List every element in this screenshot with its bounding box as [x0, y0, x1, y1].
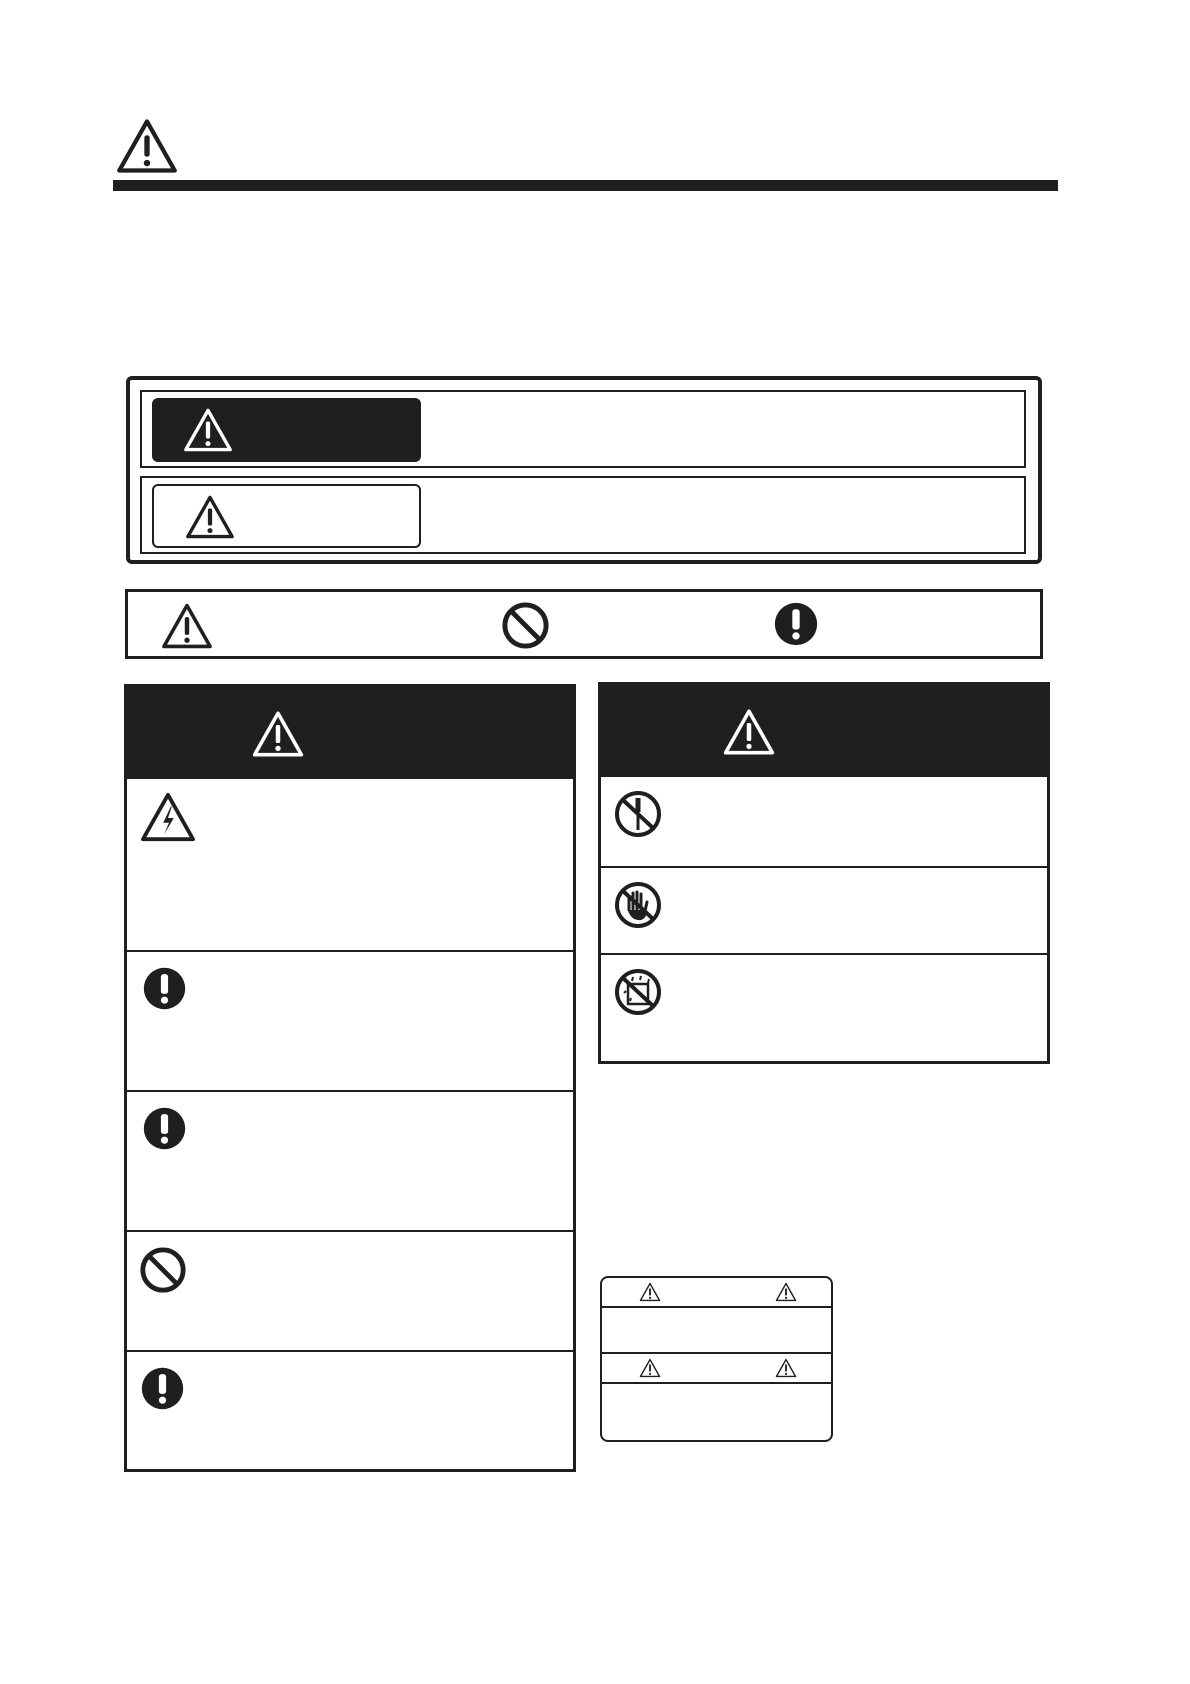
no-wet-hands-icon — [613, 967, 663, 1017]
no-touch-icon — [613, 880, 663, 930]
no-disassembly-icon — [613, 789, 663, 839]
mandatory-action-icon — [140, 1366, 185, 1411]
warning-panel-header — [127, 687, 573, 779]
symbols-legend — [125, 589, 1043, 659]
warning-triangle-icon — [775, 1282, 797, 1302]
warning-triangle-icon — [775, 1358, 797, 1378]
warning-triangle-icon — [639, 1282, 661, 1302]
warning-triangle-icon — [184, 494, 236, 540]
warning-triangle-icon — [115, 117, 179, 175]
legend-row-warning — [140, 390, 1026, 468]
mandatory-action-icon — [142, 1106, 187, 1151]
mandatory-action-icon — [142, 966, 187, 1011]
warning-panel — [124, 684, 576, 1472]
label-divider — [602, 1382, 831, 1384]
label-divider — [602, 1306, 831, 1308]
warning-triangle-icon — [251, 709, 305, 759]
warning-triangle-icon — [639, 1358, 661, 1378]
list-item — [601, 777, 1047, 866]
list-item — [127, 1230, 573, 1350]
legend-row-caution — [140, 476, 1026, 554]
label-divider — [602, 1352, 831, 1354]
warning-triangle-icon — [160, 602, 214, 650]
list-item — [127, 1090, 573, 1230]
list-item — [127, 950, 573, 1090]
warning-triangle-icon — [182, 407, 234, 453]
caution-panel-header — [601, 685, 1047, 777]
header-rule — [113, 180, 1058, 191]
list-item — [601, 953, 1047, 1061]
caution-badge — [152, 484, 421, 548]
warning-label-sample — [600, 1276, 833, 1442]
list-item — [601, 866, 1047, 953]
warning-description — [434, 400, 1014, 458]
electric-shock-icon — [139, 791, 197, 843]
warning-triangle-icon — [722, 707, 776, 757]
list-item — [127, 1350, 573, 1469]
mandatory-action-icon — [773, 601, 819, 647]
signal-word-legend — [126, 376, 1042, 564]
prohibition-icon — [501, 601, 550, 650]
prohibition-icon — [139, 1246, 187, 1294]
list-item — [127, 779, 573, 950]
caution-description — [434, 486, 1014, 544]
caution-panel — [598, 682, 1050, 1064]
warning-badge — [152, 398, 421, 462]
